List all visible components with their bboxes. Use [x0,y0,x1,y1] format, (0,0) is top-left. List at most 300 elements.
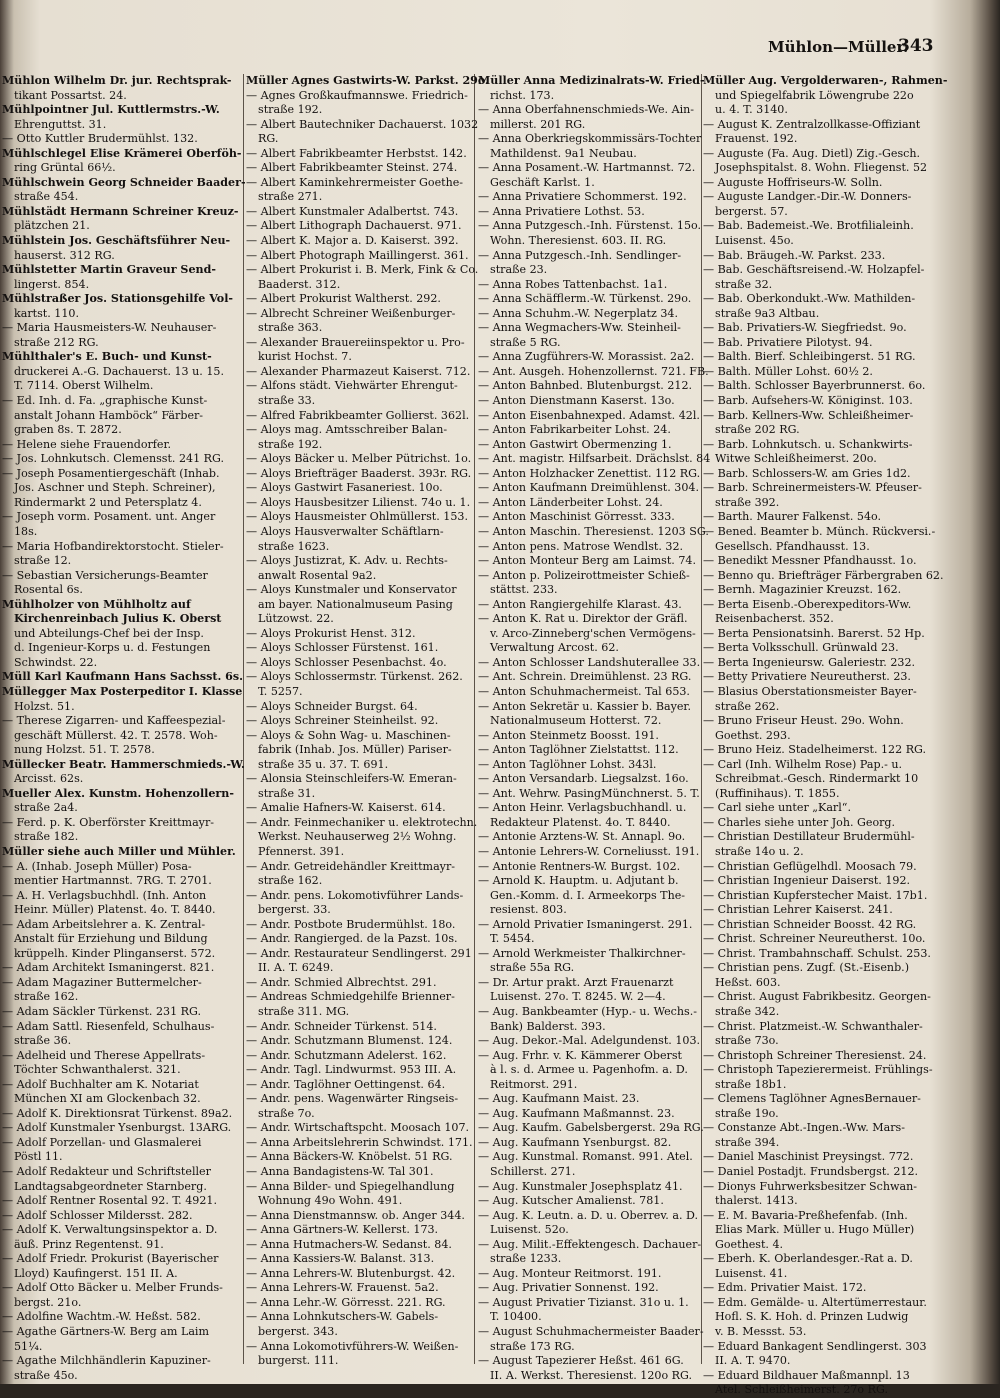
directory-entry-line: straße 1623. [258,539,330,553]
directory-entry-line: Bank) Balderst. 393. [490,1019,606,1033]
directory-entry-line: — Andr. Schutzmann Adelerst. 162. [246,1048,447,1062]
directory-entry-line: — Andr. Tagl. Lindwurmst. 953 III. A. [246,1063,457,1077]
directory-entry-line: — Albert Bautechniker Dachauerst. 1032 [246,117,479,131]
directory-entry-line: bergst. 21o. [14,1295,82,1309]
directory-entry-line: — Anna Robes Tattenbachst. 1a1. [478,277,668,291]
directory-entry-line: — Anna Posament.-W. Hartmannst. 72. [478,161,696,175]
directory-entry-line: hauserst. 312 RG. [14,248,115,262]
directory-entry-line: — August Schuhmachermeister Baader- [478,1325,704,1339]
directory-entry-line: — Anton Gastwirt Obermenzing 1. [478,437,672,451]
directory-entry-line: straße 162. [14,990,79,1004]
directory-entry-line: straße 14o u. 2. [715,844,804,858]
directory-entry-line: — Aloys Briefträger Baaderst. 393r. RG. [246,466,472,480]
directory-entry-line: — Anton Bahnbed. Blutenburgst. 212. [478,379,693,393]
directory-entry-line: — Aloys Prokurist Henst. 312. [246,626,416,640]
directory-entry-line: Gesellsch. Pfandhausst. 13. [715,539,870,553]
directory-entry-line: straße 202 RG. [715,423,800,437]
directory-entry-line: — Anna Lehrers-W. Blutenburgst. 42. [246,1266,456,1280]
directory-entry-line: — Adam Sattl. Riesenfeld, Schulhaus- [2,1019,215,1033]
directory-entry-line: millerst. 201 RG. [490,117,586,131]
directory-entry-line: — Andr. pens. Lokomotivführer Lands- [246,888,464,902]
directory-entry-line: — Amalie Hafners-W. Kaiserst. 614. [246,801,446,815]
directory-entry-line: — Albert Fabrikbeamter Herbstst. 142. [246,146,467,160]
directory-entry-line: Ehrenguttst. 31. [14,117,107,131]
directory-entry-line: — Adam Architekt Ismaningerst. 821. [2,961,215,975]
directory-entry-line: — Aloys Justizrat, K. Adv. u. Rechts- [246,554,448,568]
directory-entry-line: — Aloys Schreiner Steinheilst. 92. [246,714,439,728]
directory-entry-line: — Albert Kaminkehrermeister Goethe- [246,175,464,189]
directory-entry-line: Holzst. 51. [14,699,75,713]
column-2 [246,74,489,1368]
directory-entry-line: — Aloys Hausmeister Ohlmüllerst. 153. [246,510,468,524]
directory-entry-line: Mühlstetter Martin Graveur Send- [2,263,216,277]
directory-entry-line: — Aug. Kunstmal. Romanst. 991. Atel. [478,1150,693,1164]
directory-entry-line: — Aloys Schneider Burgst. 64. [246,699,418,713]
directory-entry-line: — Barb. Schlossers-W. am Gries 1d2. [703,466,911,480]
directory-entry-line: (Ruffinihaus). T. 1855. [715,786,840,800]
directory-entry-line: Atel. Schleißheimerst. 27o RG. [715,1383,888,1397]
column-4 [703,74,948,1397]
directory-entry-line: straße 33. [258,394,316,408]
directory-entry-line: — Balth. Bierf. Schleibingerst. 51 RG. [703,350,916,364]
directory-entry-line: — Albert Kunstmaler Adalbertst. 743. [246,204,459,218]
directory-entry-line: — Christian Destillateur Brudermühl- [703,830,915,844]
directory-entry-line: Goethst. 293. [715,728,791,742]
directory-entry-line: mentier Hartmannst. 7RG. T. 2701. [14,874,212,888]
directory-entry-line: Arcisst. 62s. [14,772,84,786]
directory-entry-line: — Andr. Restaurateur Sendlingerst. 291 [246,946,472,960]
directory-entry-line: — Anna Dienstmannsw. ob. Anger 344. [246,1208,465,1222]
directory-entry-line: T. 10400. [490,1310,542,1324]
directory-entry-line: Geschäft Karlst. 1. [490,175,595,189]
directory-entry-line: — Berta Volksschull. Grünwald 23. [703,641,899,655]
directory-entry-line: — Balth. Müller Lohst. 60½ 2. [703,364,873,378]
directory-entry-line: straße 192. [258,103,323,117]
directory-entry-line: 18s. [14,524,38,538]
directory-entry-line: straße 454. [14,190,79,204]
directory-entry-line: — Auguste Landger.-Dir.-W. Donners- [703,190,912,204]
directory-entry-line: Müll Karl Kaufmann Hans Sachsst. 6s. [2,670,244,684]
directory-entry-line: — Adolf K. Verwaltungsinspektor a. D. [2,1223,218,1237]
directory-entry-line: — Christoph Schreiner Theresienst. 24. [703,1048,927,1062]
directory-entry-line: — Bab. Bräugeh.-W. Parkst. 233. [703,248,886,262]
directory-entry-line: Elias Mark. Müller u. Hugo Müller) [715,1223,915,1237]
directory-entry-line: — Bened. Beamter b. Münch. Rückversi.- [703,524,936,538]
directory-entry-line: — Aug. Kaufmann Ysenburgst. 82. [478,1135,672,1149]
directory-entry-line: — Anton Eisenbahnexped. Adamst. 42l. [478,408,700,422]
directory-entry-line: T. 7114. Oberst Wilhelm. [14,379,154,393]
directory-entry-line: — Andr. Wirtschaftspcht. Moosach 107. [246,1121,470,1135]
directory-entry-line: — Bab. Geschäftsreisend.-W. Holzapfel- [703,263,925,277]
directory-entry-line: — Aug. Kutscher Amalienst. 781. [478,1194,664,1208]
directory-entry-line: ring Grüntal 66½. [14,161,116,175]
directory-entry-line: — Christoph Tapezierermeist. Frühlings- [703,1063,933,1077]
directory-entry-line: — Andr. Feinmechaniker u. elektrotechn. [246,815,478,829]
directory-entry-line: — Ant. Wehrw. PasingMünchnerst. 5. T. [478,786,700,800]
directory-entry-line: — Christ. Schreiner Neureutherst. 10o. [703,932,926,946]
directory-entry-line: — Anton Steinmetz Boosst. 191. [478,728,659,742]
directory-columns [0,74,962,1397]
directory-entry-line: straße 18b1. [715,1077,787,1091]
directory-entry-line: v. B. Messst. 53. [715,1325,807,1339]
column-3 [478,74,711,1382]
directory-entry-line: — Bab. Bademeist.-We. Brotfilialeinh. [703,219,914,233]
directory-entry-line: Pöstl 11. [14,1150,63,1164]
directory-entry-line: Mühlstraßer Jos. Stationsgehilfe Vol- [2,292,234,306]
directory-entry-line: — Aug. Milit.-Effektengesch. Dachauer- [478,1237,702,1251]
directory-entry-line: straße 7o. [258,1106,315,1120]
directory-entry-line: — Christian Lehrer Kaiserst. 241. [703,903,893,917]
directory-entry-line: 51¼. [14,1339,43,1353]
directory-entry-line: — Christ. Platzmeist.-W. Schwanthaler- [703,1019,923,1033]
directory-entry-line: — Aloys Schlossermstr. Türkenst. 262. [246,670,463,684]
directory-entry-line: Hofl. S. K. Hoh. d. Prinzen Ludwig [715,1310,909,1324]
directory-entry-line: d. Ingenieur-Korps u. d. Festungen [14,641,211,655]
directory-entry-line: straße 394. [715,1135,780,1149]
directory-entry-line: straße 162. [258,874,323,888]
directory-entry-line: — Eduard Bankagent Sendlingerst. 303 [703,1339,927,1353]
directory-entry-line: T. 5454. [490,932,535,946]
directory-entry-line: — Balth. Schlosser Bayerbrunnerst. 6o. [703,379,926,393]
directory-entry-line: — Anton K. Rat u. Direktor der Gräfl. [478,612,688,626]
directory-entry-line: — Anton Fabrikarbeiter Lohst. 24. [478,423,671,437]
directory-entry-line: — Otto Kuttler Brudermühlst. 132. [2,132,198,146]
directory-entry-line: — Barb. Kellners-Ww. Schleißheimer- [703,408,914,422]
directory-entry-line: — Bruno Heiz. Stadelheimerst. 122 RG. [703,743,927,757]
directory-entry-line: — Bruno Friseur Heust. 29o. Wohn. [703,714,904,728]
directory-entry-line: anwalt Rosental 9a2. [258,568,377,582]
directory-entry-line: — Christian pens. Zugf. (St.-Eisenb.) [703,961,910,975]
directory-entry-line: — Charles siehe unter Joh. Georg. [703,815,896,829]
directory-entry-line: — Anton Versandarb. Liegsalzst. 16o. [478,772,689,786]
directory-entry-line: — Andr. Postbote Brudermühlst. 18o. [246,917,456,931]
directory-entry-line: T. 5257. [258,684,303,698]
directory-entry-line: Goethest. 4. [715,1237,784,1251]
directory-entry-line: — Anton Maschin. Theresienst. 1203 SG. [478,524,709,538]
directory-entry-line: — Daniel Maschinist Preysingst. 772. [703,1150,914,1164]
directory-entry-line: Verwaltung Arcost. 62. [490,641,619,655]
directory-entry-line: — Anna Bäckers-W. Knöbelst. 51 RG. [246,1150,453,1164]
directory-entry-line: — Bernh. Magazinier Kreuzst. 162. [703,583,902,597]
directory-entry-line: à l. s. d. Armee u. Pagenhofm. a. D. [490,1063,688,1077]
directory-entry-line: — Adolf Buchhalter am K. Notariat [2,1077,199,1091]
directory-entry-line: — Dr. Artur prakt. Arzt Frauenarzt [478,975,674,989]
directory-entry-line: — Auguste (Fa. Aug. Dietl) Zig.-Gesch. [703,146,921,160]
directory-entry-line: — August Tapezierer Heßst. 461 6G. [478,1354,684,1368]
directory-entry-line: — Anton Maschinist Görresst. 333. [478,510,675,524]
directory-entry-line: kartst. 110. [14,306,80,320]
directory-entry-line: — Agnes Großkaufmannswe. Friedrich- [246,88,468,102]
directory-entry-line: Mühlthaler's E. Buch- und Kunst- [2,350,212,364]
directory-entry-line: straße 363. [258,321,323,335]
directory-entry-line: Reitmorst. 291. [490,1077,578,1091]
directory-entry-line: straße 45o. [14,1368,78,1382]
directory-entry-line: — Anna Privatiere Lothst. 53. [478,204,645,218]
directory-entry-line: — Christian Geflügelhdl. Moosach 79. [703,859,917,873]
directory-entry-line: — Aug. Kaufm. Gabelsbergerst. 29a RG. [478,1121,704,1135]
directory-entry-line: — Albert Photograph Maillingerst. 361. [246,248,469,262]
directory-entry-line: straße 32. [715,277,773,291]
directory-entry-line: Mühlholzer von Mühlholtz auf [2,597,191,611]
directory-entry-line: — Clemens Taglöhner AgnesBernauer- [703,1092,921,1106]
directory-entry-line: — Anna Zugführers-W. Morassist. 2a2. [478,350,695,364]
directory-entry-line: — Anton Kaufmann Dreimühlenst. 304. [478,481,699,495]
directory-entry-line: straße 392. [715,495,780,509]
directory-entry-line: — Bab. Privatiers-W. Siegfriedst. 9o. [703,321,907,335]
directory-entry-line: — E. M. Bavaria-Preßhefenfab. (Inh. [703,1208,908,1222]
directory-entry-line: straße 262. [715,699,780,713]
directory-entry-line: — Barb. Schreinermeisters-W. Pfeuser- [703,481,922,495]
directory-entry-line: — Adolf Otto Bäcker u. Melber Frunds- [2,1281,223,1295]
directory-entry-line: — Anton Rangiergehilfe Klarast. 43. [478,597,682,611]
directory-entry-line: Mühlschwein Georg Schneider Baader- [2,175,246,189]
directory-entry-line: — Arnold Privatier Ismaningerst. 291. [478,917,693,931]
directory-entry-line: — Andreas Schmiedgehilfe Brienner- [246,990,455,1004]
directory-entry-line: straße 35 u. 37. T. 691. [258,757,389,771]
directory-entry-line: burgerst. 111. [258,1354,339,1368]
directory-entry-line: — Christian Ingenieur Daiserst. 192. [703,874,911,888]
directory-entry-line: — Adolf Friedr. Prokurist (Bayerischer [2,1252,219,1266]
directory-entry-line: straße 55a RG. [490,961,575,975]
directory-entry-line: Luisenst. 52o. [490,1223,569,1237]
directory-entry-line: — Berta Ingenieursw. Galeriestr. 232. [703,655,916,669]
directory-entry-line: — Betty Privatiere Neureutherst. 23. [703,670,911,684]
directory-entry-line: straße 36. [14,1034,72,1048]
directory-entry-line: — Anna Wegmachers-Ww. Steinheil- [478,321,681,335]
directory-entry-line: — Anna Gärtners-W. Kellerst. 173. [246,1223,439,1237]
directory-entry-line: stättst. 233. [490,583,558,597]
directory-entry-line: — Joseph Posamentiergeschäft (Inhab. [2,466,220,480]
directory-entry-line: — Adam Magaziner Buttermelcher- [2,975,202,989]
directory-entry-line: — Anna Lehrers-W. Frauenst. 5a2. [246,1281,439,1295]
directory-entry-line: — Anna Putzgesch.-Inh. Fürstenst. 15o. [478,219,702,233]
directory-entry-line: Nationalmuseum Hotterst. 72. [490,714,662,728]
directory-entry-line: Töchter Schwanthalerst. 321. [14,1063,181,1077]
directory-entry-line: — Albrecht Schreiner Weißenburger- [246,306,456,320]
directory-entry-line: — Anton Sekretär u. Kassier b. Bayer. [478,699,692,713]
directory-entry-line: — Anna Kassiers-W. Balanst. 313. [246,1252,435,1266]
directory-entry-line: straße 12. [14,554,72,568]
directory-entry-line: — Aloys Hausverwalter Schäftlarn- [246,524,444,538]
directory-entry-line: — Berta Pensionatsinh. Barerst. 52 Hp. [703,626,925,640]
directory-entry-line: — Anna Putzgesch.-Inh. Sendlinger- [478,248,682,262]
directory-entry-line: straße 271. [258,190,323,204]
directory-entry-line: geschäft Müllerst. 42. T. 2578. Woh- [14,728,218,742]
directory-entry-line: — Constanze Abt.-Ingen.-Ww. Mars- [703,1121,905,1135]
directory-entry-line: v. Arco-Zinneberg'schen Vermögens- [490,626,696,640]
directory-entry-line: Kirchenreinbach Julius K. Oberst [14,612,222,626]
directory-entry-line: Schwindst. 22. [14,655,98,669]
directory-entry-line: Pfennerst. 391. [258,844,345,858]
column-1 [2,74,246,1382]
directory-entry-line: Anstalt für Erziehung und Bildung [14,932,208,946]
directory-entry-line: — Berta Eisenb.-Oberexpeditors-Ww. [703,597,912,611]
directory-entry-line: straße 9a3 Altbau. [715,306,820,320]
directory-entry-line: — Aloys & Sohn Wag- u. Maschinen- [246,728,451,742]
directory-entry-line: — Adam Arbeitslehrer a. K. Zentral- [2,917,206,931]
directory-entry-line: Landtagsabgeordneter Starnberg. [14,1179,207,1193]
directory-entry-line: — Carl (Inh. Wilhelm Rose) Pap.- u. [703,757,903,771]
directory-entry-line: Baaderst. 312. [258,277,341,291]
directory-entry-line: Luisenst. 27o. T. 8245. W. 2—4. [490,990,666,1004]
directory-entry-line: — Blasius Oberstationsmeister Bayer- [703,684,917,698]
directory-entry-line: — Benno qu. Briefträger Färbergraben 62. [703,568,944,582]
directory-entry-line: nung Holzst. 51. T. 2578. [14,743,155,757]
directory-entry-line: Wohn. Theresienst. 603. II. RG. [490,234,667,248]
directory-entry-line: — Christ. August Fabrikbesitz. Georgen- [703,990,931,1004]
directory-entry-line: — Antonie Lehrers-W. Corneliusst. 191. [478,844,700,858]
directory-entry-line: — Aloys Kunstmaler und Konservator [246,583,457,597]
directory-entry-line: Rosental 6s. [14,583,83,597]
directory-entry-line: — Albert Fabrikbeamter Steinst. 274. [246,161,458,175]
directory-entry-line: Redakteur Platenst. 4o. T. 8440. [490,815,671,829]
directory-entry-line: — Jos. Lohnkutsch. Clemensst. 241 RG. [2,452,225,466]
directory-entry-line: Werkst. Neuhauserweg 2½ Wohng. [258,830,457,844]
directory-entry-line: — Christian Schneider Boosst. 42 RG. [703,917,917,931]
directory-entry-line: — Anton Schlosser Landshuterallee 33. [478,655,701,669]
directory-entry-line: — Alexander Pharmazeut Kaiserst. 712. [246,364,471,378]
directory-entry-line: — Ant. Ausgeh. Hohenzollernst. 721. FB. [478,364,709,378]
directory-entry-line: — Barth. Maurer Falkenst. 54o. [703,510,882,524]
directory-entry-line: — Helene siehe Frauendorfer. [2,437,172,451]
directory-entry-line: — Aloys mag. Amtsschreiber Balan- [246,423,448,437]
directory-entry-line: Mühlschlegel Elise Krämerei Oberföh- [2,146,242,160]
directory-entry-line: II. A. T. 9470. [715,1354,791,1368]
directory-entry-line: — Adolf Redakteur und Schriftsteller [2,1165,211,1179]
directory-entry-line: München XI am Glockenbach 32. [14,1092,201,1106]
directory-entry-line: Mathildenst. 9a1 Neubau. [490,146,637,160]
directory-entry-line: — Anton Länderbeiter Lohst. 24. [478,495,663,509]
directory-entry-line: — Anton Dienstmann Kaserst. 13o. [478,394,675,408]
directory-entry-line: äuß. Prinz Regentenst. 91. [14,1237,164,1251]
directory-entry-line: — Agathe Gärtners-W. Berg am Laim [2,1325,209,1339]
directory-entry-line: — Andr. pens. Wagenwärter Ringseis- [246,1092,459,1106]
directory-entry-line: Frauenst. 192. [715,132,798,146]
directory-entry-line: — Anton pens. Matrose Wendlst. 32. [478,539,684,553]
directory-entry-line: — Maria Hausmeisters-W. Neuhauser- [2,321,217,335]
directory-entry-line: — Anton Schuhmachermeist. Tal 653. [478,684,690,698]
directory-entry-line: — Albert Lithograph Dachauerst. 971. [246,219,462,233]
directory-entry-line: — Aloys Bäcker u. Melber Pütrichst. 1o. [246,452,472,466]
directory-entry-line: Heinr. Müller) Platenst. 4o. T. 8440. [14,903,216,917]
directory-entry-line: Luisenst. 45o. [715,234,794,248]
directory-entry-line: — Anna Bandagistens-W. Tal 301. [246,1165,434,1179]
directory-entry-line: — Anna Schuhm.-W. Negerplatz 34. [478,306,678,320]
directory-entry-line: — Christ. Trambahnschaff. Schulst. 253. [703,946,931,960]
directory-entry-line: straße 182. [14,830,79,844]
directory-entry-line: am bayer. Nationalmuseum Pasing [258,597,453,611]
directory-entry-line: — Anton Taglöhner Zielstattst. 112. [478,743,679,757]
directory-entry-line: — Christian Kupferstecher Maist. 17b1. [703,888,928,902]
directory-entry-line: Lloyd) Kaufingerst. 151 II. A. [14,1266,178,1280]
directory-entry-line: straße 1233. [490,1252,562,1266]
directory-entry-line: — Anna Privatiere Schommerst. 192. [478,190,687,204]
directory-entry-line: graben 8s. T. 2872. [14,423,122,437]
directory-entry-line: Rindermarkt 2 und Petersplatz 4. [14,495,202,509]
directory-entry-line: — Aug. K. Leutn. a. D. u. Oberrev. a. D. [478,1208,699,1222]
directory-entry-line: anstalt Johann Hamböck“ Färber- [14,408,204,422]
directory-entry-line: — August K. Zentralzollkasse-Offiziant [703,117,921,131]
directory-entry-line: — Anna Hutmachers-W. Sedanst. 84. [246,1237,452,1251]
directory-entry-line: Witwe Schleißheimerst. 20o. [715,452,877,466]
directory-entry-line: — Aloys Gastwirt Fasaneriest. 10o. [246,481,443,495]
directory-entry-line: straße 173 RG. [490,1339,575,1353]
directory-entry-line: — Anton Monteur Berg am Laimst. 74. [478,554,696,568]
directory-entry-line: — Adolf Porzellan- und Glasmalerei [2,1135,202,1149]
directory-entry-line: — Eberh. K. Oberlandesger.-Rat a. D. [703,1252,913,1266]
directory-entry-line: Gen.-Komm. d. I. Armeekorps The- [490,888,686,902]
directory-entry-line: — Antonie Rentners-W. Burgst. 102. [478,859,681,873]
directory-entry-line: straße 342. [715,1005,780,1018]
directory-entry-line: lingerst. 854. [14,277,90,291]
directory-entry-line: Heßst. 603. [715,975,781,989]
directory-entry-line: — Aug. Kaufmann Maist. 23. [478,1092,640,1106]
directory-entry-line: — Anna Arbeitslehrerin Schwindst. 171. [246,1135,473,1149]
directory-entry-line: — Alexander Brauereiinspektor u. Pro- [246,335,465,349]
directory-entry-line: — Anton Taglöhner Lohst. 343l. [478,757,657,771]
directory-entry-line: — Andr. Getreidehändler Kreittmayr- [246,859,456,873]
directory-entry-line: — Joseph vorm. Posament. unt. Anger [2,510,216,524]
directory-entry-line: plätzchen 21. [14,219,90,233]
directory-entry-line: — Anna Schäfflerm.-W. Türkenst. 29o. [478,292,692,306]
directory-entry-line: Müllegger Max Posterpeditor I. Klasse [2,684,243,698]
directory-entry-line: Mueller Alex. Kunstm. Hohenzollern- [2,786,234,800]
directory-entry-line: straße 31. [258,786,316,800]
directory-entry-line: — Anton Holzhacker Zenettist. 112 RG. [478,466,701,480]
directory-entry-line: — Andr. Taglöhner Oettingenst. 64. [246,1077,446,1091]
directory-entry-line: straße 73o. [715,1034,779,1048]
directory-entry-line: — Ant. magistr. Hilfsarbeit. Drächslst. 84 [478,452,711,466]
directory-entry-line: — Aug. Kaufmann Maßmannst. 23. [478,1106,675,1120]
directory-entry-line: Mühlstein Jos. Geschäftsführer Neu- [2,234,231,248]
directory-entry-line: — Anna Oberkriegskommissärs-Tochter [478,132,702,146]
directory-entry-line: — Anna Lehr.-W. Görresst. 221. RG. [246,1295,446,1309]
directory-entry-line: straße 23. [490,263,548,277]
directory-entry-line: Mühlstädt Hermann Schreiner Kreuz- [2,204,239,218]
directory-entry-line: fabrik (Inhab. Jos. Müller) Pariser- [258,743,452,757]
directory-entry-line: Reisenbacherst. 352. [715,612,834,626]
directory-entry-line: — Andr. Schmied Albrechtst. 291. [246,975,437,989]
directory-entry-line: — Agathe Milchhändlerin Kapuziner- [2,1354,211,1368]
directory-entry-line: — Edm. Privatier Maist. 172. [703,1281,867,1295]
directory-entry-line: straße 2a4. [14,801,78,815]
directory-entry-line: II. A. Werkst. Theresienst. 120o RG. [490,1368,693,1382]
directory-entry-line: — Aloys Schlosser Fürstenst. 161. [246,641,439,655]
directory-entry-line: — Aug. Frhr. v. K. Kämmerer Oberst [478,1048,682,1062]
directory-entry-line: — Andr. Rangierged. de la Pazst. 10s. [246,932,458,946]
directory-entry-line: — Therese Zigarren- und Kaffeespezial- [2,714,226,728]
directory-entry-line: straße 192. [258,437,323,451]
directory-entry-line: — Alonsia Steinschleifers-W. Emeran- [246,772,457,786]
directory-entry-line: Josephspitalst. 8. Wohn. Fliegenst. 52 [715,161,928,175]
directory-entry-line: — Maria Hofbandirektorstocht. Stieler- [2,539,224,553]
directory-entry-line: — Barb. Aufsehers-W. Königinst. 103. [703,394,913,408]
directory-entry-line: — Bab. Oberkondukt.-Ww. Mathilden- [703,292,916,306]
directory-entry-line: — Adolf Rentner Rosental 92. T. 4921. [2,1194,217,1208]
header-title: Mühlon—Müller. [768,38,909,56]
directory-entry-line: — Aug. Dekor.-Mal. Adelgundenst. 103. [478,1034,701,1048]
directory-entry-line: straße 311. MG. [258,1005,350,1018]
directory-entry-line: — Aug. Privatier Sonnenst. 192. [478,1281,659,1295]
directory-entry-line: kurist Hochst. 7. [258,350,352,364]
directory-entry-line: — Aug. Bankbeamter (Hyp.- u. Wechs.- [478,1005,697,1018]
directory-entry-line: krüppelh. Kinder Plinganserst. 572. [14,946,216,960]
directory-entry-line: Luisenst. 41. [715,1266,788,1280]
directory-entry-line: — Aloys Hausbesitzer Lilienst. 74o u. 1. [246,495,471,509]
directory-entry-line: RG. [258,132,279,146]
directory-entry-line: richst. 173. [490,88,555,102]
directory-entry-line: — Barb. Lohnkutsch. u. Schankwirts- [703,437,913,451]
